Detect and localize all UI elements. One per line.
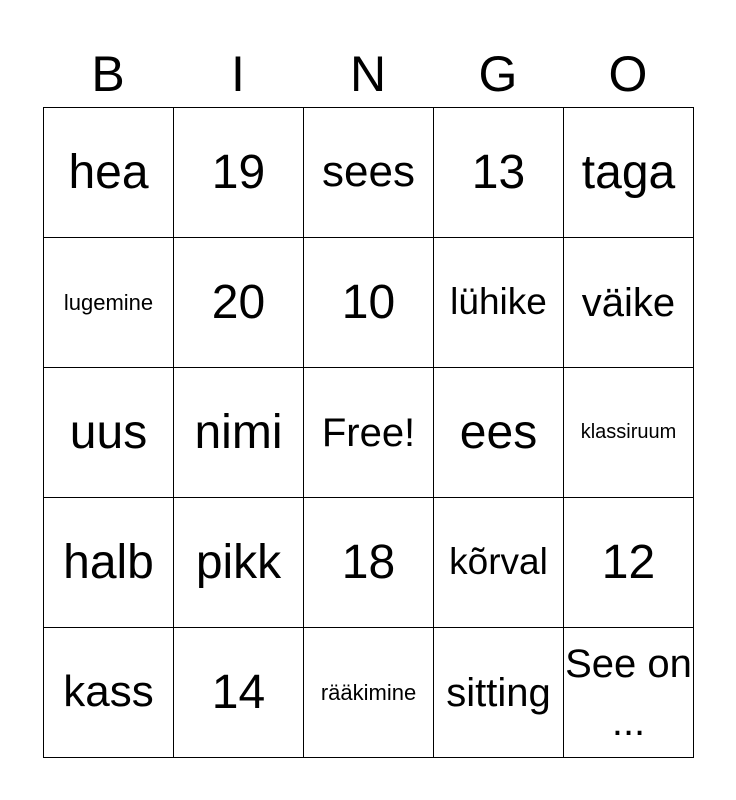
bingo-cell[interactable]: rääkimine bbox=[304, 628, 434, 758]
bingo-cell[interactable]: sitting bbox=[434, 628, 564, 758]
header-letter-g: G bbox=[478, 46, 518, 102]
bingo-cell[interactable]: kõrval bbox=[434, 498, 564, 628]
bingo-cell[interactable]: kass bbox=[44, 628, 174, 758]
header-letter-i: I bbox=[231, 46, 245, 102]
bingo-cell[interactable]: lühike bbox=[434, 238, 564, 368]
bingo-cell[interactable]: halb bbox=[44, 498, 174, 628]
bingo-cell[interactable]: uus bbox=[44, 368, 174, 498]
bingo-cell[interactable]: väike bbox=[564, 238, 694, 368]
bingo-cell[interactable]: 10 bbox=[304, 238, 434, 368]
bingo-cell[interactable]: 13 bbox=[434, 108, 564, 238]
header-letter-b: B bbox=[91, 46, 125, 102]
bingo-board bbox=[43, 107, 694, 758]
header-letter-n: N bbox=[349, 46, 387, 102]
bingo-cell[interactable]: 18 bbox=[304, 498, 434, 628]
header-letter-o: O bbox=[608, 46, 648, 102]
bingo-header bbox=[43, 42, 693, 106]
bingo-cell[interactable]: taga bbox=[564, 108, 694, 238]
bingo-cell[interactable]: 19 bbox=[174, 108, 304, 238]
bingo-cell[interactable]: sees bbox=[304, 108, 434, 238]
bingo-cell[interactable]: See on ... bbox=[564, 628, 694, 758]
bingo-cell[interactable]: klassiruum bbox=[564, 368, 694, 498]
bingo-cell[interactable]: lugemine bbox=[44, 238, 174, 368]
bingo-cell[interactable]: 20 bbox=[174, 238, 304, 368]
free-space-cell[interactable]: Free! bbox=[304, 368, 434, 498]
bingo-cell[interactable]: 12 bbox=[564, 498, 694, 628]
bingo-cell[interactable]: ees bbox=[434, 368, 564, 498]
bingo-cell[interactable]: hea bbox=[44, 108, 174, 238]
bingo-cell[interactable]: pikk bbox=[174, 498, 304, 628]
bingo-cell[interactable]: nimi bbox=[174, 368, 304, 498]
bingo-cell[interactable]: 14 bbox=[174, 628, 304, 758]
